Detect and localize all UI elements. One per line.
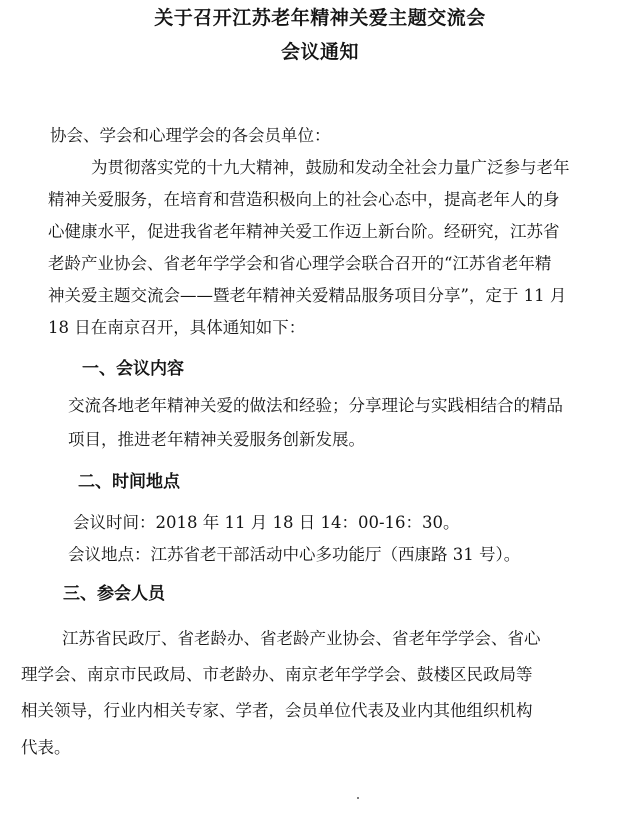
intro-line: 心健康水平，促进我省老年精神关爱工作迈上新台阶。经研究，江苏省 — [48, 222, 560, 241]
section-heading-content: 一、会议内容 — [82, 359, 184, 379]
section-line: 理学会、南京市民政局、市老龄办、南京老年学学会、鼓楼区民政局等 — [21, 665, 533, 684]
section-line: 交流各地老年精神关爱的做法和经验；分享理论与实践相结合的精品 — [68, 396, 563, 415]
section-line: 相关领导，行业内相关专家、学者，会员单位代表及业内其他组织机构 — [21, 701, 533, 720]
intro-line: 神关爱主题交流会——暨老年精神关爱精品服务项目分享”，定于 11 月 — [48, 286, 567, 305]
intro-line: 老龄产业协会、省老年学学会和省心理学会联合召开的“江苏省老年精 — [48, 254, 552, 273]
intro-line: 18 日在南京召开，具体通知如下： — [48, 318, 306, 337]
section-line: 代表。 — [21, 738, 71, 757]
salutation: 协会、学会和心理学会的各会员单位： — [50, 126, 331, 145]
meeting-time: 会议时间：2018 年 11 月 18 日 14：00-16：30。 — [73, 513, 460, 532]
document-title: 关于召开江苏老年精神关爱主题交流会 — [154, 7, 486, 29]
section-heading-time-place: 二、时间地点 — [78, 472, 180, 492]
intro-line: 为贯彻落实党的十九大精神，鼓励和发动全社会力量广泛参与老年 — [91, 158, 570, 177]
section-line: 江苏省民政厅、省老龄办、省老龄产业协会、省老年学学会、省心 — [62, 629, 541, 648]
document-subtitle: 会议通知 — [280, 41, 359, 63]
intro-line: 精神关爱服务，在培育和营造积极向上的社会心态中，提高老年人的身 — [48, 190, 560, 209]
meeting-place: 会议地点：江苏省老干部活动中心多功能厅（西康路 31 号）。 — [68, 545, 521, 564]
scan-speck — [357, 797, 359, 799]
section-line: 项目，推进老年精神关爱服务创新发展。 — [68, 430, 365, 449]
section-heading-attendees: 三、参会人员 — [63, 584, 165, 604]
